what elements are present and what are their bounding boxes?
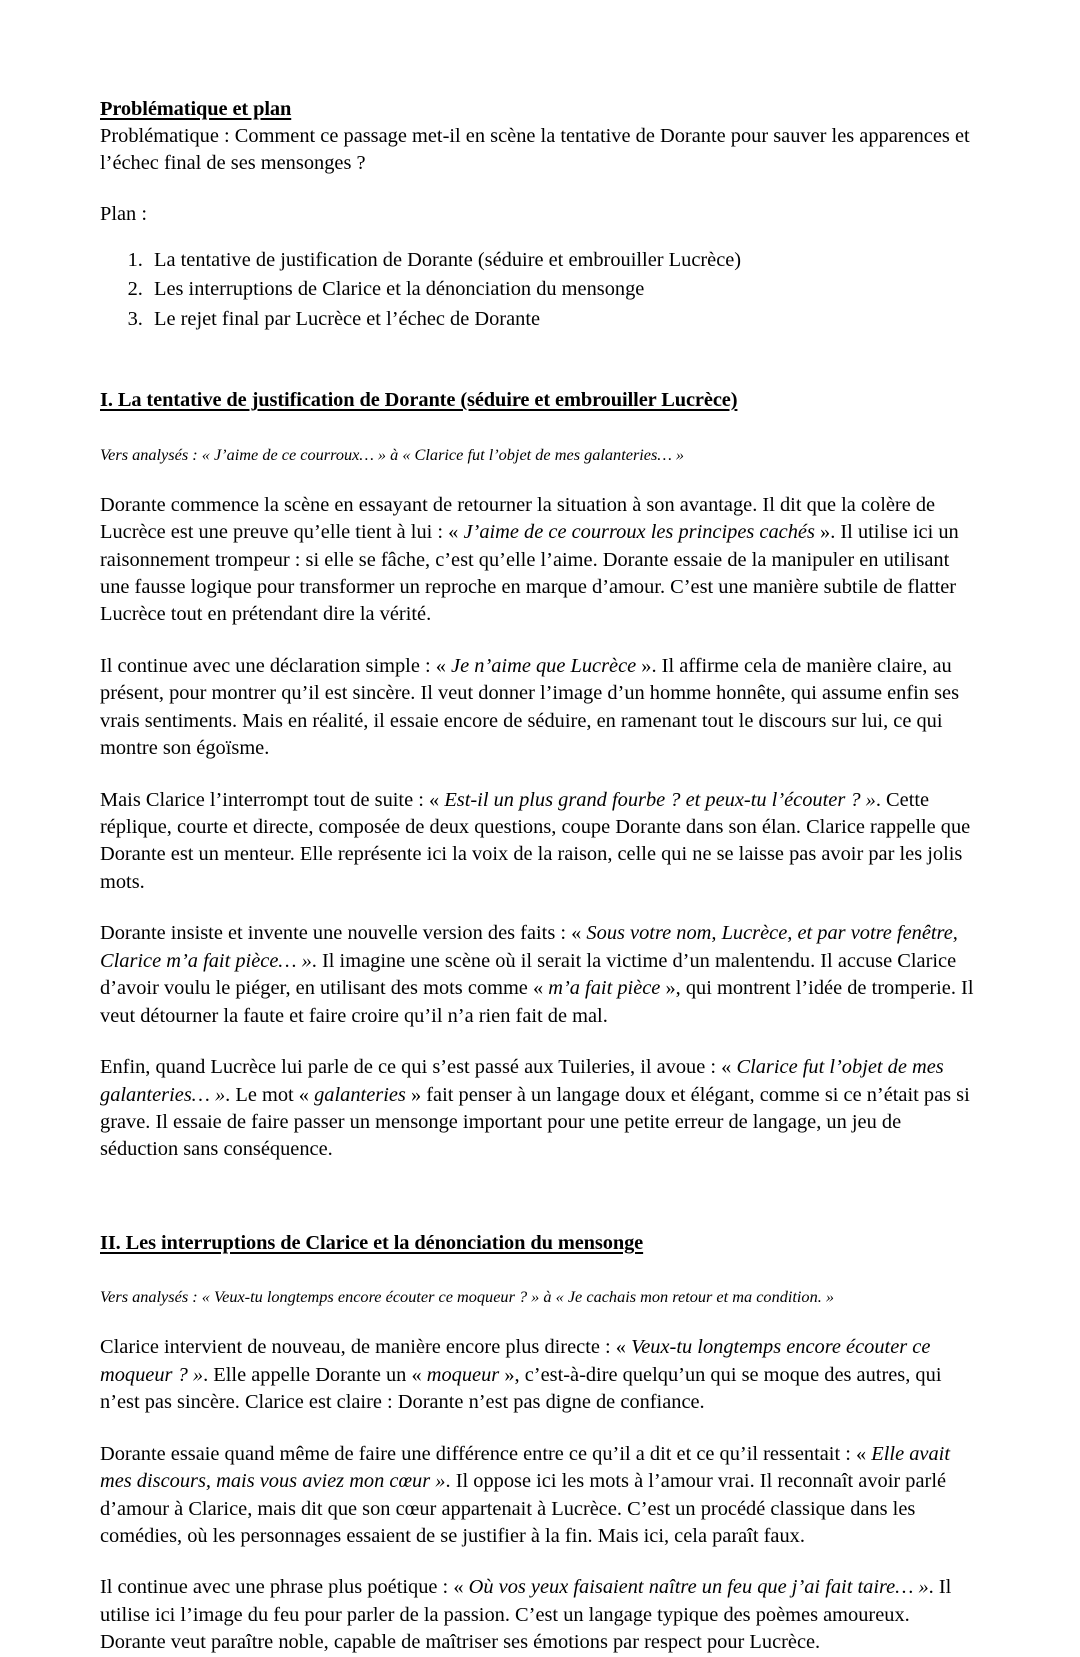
plan-list (100, 247, 977, 333)
quoted-verse: Est-il un plus grand fourbe ? et peux-tu l’écouter ? » (444, 788, 876, 811)
paragraph (100, 653, 977, 763)
quoted-verse: Je n’aime que Lucrèce (451, 654, 637, 677)
section-two-heading: II. Les interruptions de Clarice et la dénonciation du mensonge (100, 1231, 644, 1254)
quoted-verse: galanteries (314, 1083, 406, 1106)
section-one-vers-analyses: Vers analysés : « J’aime de ce courroux… » à « Clarice fut l’objet de mes galanteries… » (100, 444, 685, 464)
quoted-verse: J’aime de ce courroux les principes cachés (463, 521, 815, 544)
paragraph-text: . Il imagine une scène où il serait la victime d’un malentendu. Il accuse Clarice d’avoir voulu le piéger, en utilisant des mots comme « (100, 949, 957, 1000)
spacer (100, 1188, 977, 1230)
spacer (100, 414, 977, 444)
paragraph-text: Il continue avec une déclaration simple : « (100, 654, 452, 677)
paragraph (100, 1574, 977, 1656)
paragraph-text: » fait penser à un langage doux et élégant, comme si ce n’était pas si grave. Il essaie de faire passer un mensonge important pour une petite erreur de langage, un jeu de séduction sans conséquence. (100, 1083, 970, 1161)
paragraph-text: . Elle appelle Dorante un « (203, 1363, 427, 1386)
quoted-verse: Clarice fut l’objet de mes galanteries… » (100, 1056, 944, 1106)
quoted-verse: m’a fait pièce (548, 977, 661, 1000)
quoted-verse: Sous votre nom, Lucrèce, et par votre fenêtre, Clarice m’a fait pièce… » (100, 922, 958, 972)
paragraph-text: ». Il affirme cela de manière claire, au présent, pour montrer qu’il est sincère. Il veut donner l’image d’un homme honnête, qui assume enfin ses vrais sentiments. Mais en réalité, il essaie encore de séduire, en ramenant tout le discours sur lui, ce qui montre son égoïsme. (100, 654, 960, 760)
paragraph (100, 492, 977, 629)
quoted-verse: Veux-tu longtemps encore écouter ce moqueur ? » (100, 1336, 931, 1386)
paragraph (100, 787, 977, 897)
paragraph-text: ». Il utilise ici un raisonnement trompeur : si elle se fâche, c’est qu’elle l’aime. Dorante essaie de la manipuler en utilisant une fausse logique pour transformer un reproche en marque d’amour. C’est une manière subtile de flatter Lucrèce tout en prétendant dire la vérité. (100, 521, 959, 626)
paragraph-text: Dorante essaie quand même de faire une différence entre ce qu’il a dit et ce qu’il ressentait : « (100, 1442, 872, 1465)
paragraph-text: », qui montrent l’idée de tromperie. Il veut détourner la faute et faire croire qu’il n’a rien fait de mal. (100, 977, 974, 1027)
paragraph-text: Clarice intervient de nouveau, de manière encore plus directe : « (100, 1336, 632, 1359)
quoted-verse: Elle avait mes discours, mais vous aviez mon cœur » (100, 1442, 951, 1493)
paragraph (100, 1054, 977, 1164)
paragraph-text: . Il utilise ici l’image du feu pour parler de la passion. C’est un langage typique des poèmes amoureux. Dorante veut paraître noble, capable de maîtriser ses émotions par respect pour Lucrèce. (100, 1576, 952, 1654)
paragraph-text: . Le mot « (225, 1083, 315, 1106)
plan-label: Plan : (100, 203, 148, 226)
problematique-label: Problématique : (100, 124, 235, 147)
problematique-paragraph (100, 123, 977, 178)
paragraph-text: . Il oppose ici les mots à l’amour vrai. Il reconnaît avoir parlé d’amour à Clarice, mais dit que son cœur appartenait à Lucrèce. C’est un procédé classique dans les comédies, où les personnages essaient de se justifier à la fin. Mais ici, cela paraît faux. (100, 1470, 947, 1547)
paragraph (100, 920, 977, 1030)
paragraph-text: Il continue avec une phrase plus poétique : « (100, 1576, 469, 1599)
list-item: 1. La tentative de justification de Dorante (séduire et embrouiller Lucrèce) (148, 247, 977, 274)
paragraph-text: Enfin, quand Lucrèce lui parle de ce qui s’est passé aux Tuileries, il avoue : « (100, 1056, 737, 1079)
paragraph (100, 1334, 977, 1416)
paragraph-text: Dorante insiste et invente une nouvelle version des faits : « (100, 922, 587, 945)
problematique-text: Comment ce passage met-il en scène la tentative de Dorante pour sauver les apparences et l’échec final de ses mensonges ? (100, 124, 970, 174)
paragraph (100, 1441, 977, 1551)
list-item: 3. Le rejet final par Lucrèce et l’échec de Dorante (148, 306, 977, 333)
document-body (100, 96, 977, 1657)
page-title: Problématique et plan (100, 98, 292, 120)
list-item: 2. Les interruptions de Clarice et la dénonciation du mensonge (148, 276, 977, 303)
paragraph-text: Mais Clarice l’interrompt tout de suite : « (100, 788, 445, 811)
spacer (100, 1256, 977, 1286)
quoted-verse: Où vos yeux faisaient naître un feu que j’ai fait taire… » (468, 1576, 929, 1599)
spacer (100, 335, 977, 387)
paragraph-text: Dorante commence la scène en essayant de retourner la situation à son avantage. Il dit que la colère de Lucrèce est une preuve qu’elle tient à lui : « (100, 493, 936, 544)
paragraph-text: », c’est-à-dire quelqu’un qui se moque des autres, qui n’est pas sincère. Clarice est claire : Dorante n’est pas digne de confiance. (100, 1363, 942, 1414)
quoted-verse: moqueur (426, 1363, 500, 1386)
section-one-heading: I. La tentative de justification de Dorante (séduire et embrouiller Lucrèce) (100, 389, 738, 412)
section-two-vers-analyses: Vers analysés : « Veux-tu longtemps encore écouter ce moqueur ? » à « Je cachais mon retour et ma condition. » (100, 1287, 834, 1307)
paragraph-text: . Cette réplique, courte et directe, composée de deux questions, coupe Dorante dans son élan. Clarice rappelle que Dorante est un menteur. Elle représente ici la voix de la raison, celle qui ne se laisse pas avoir par les jolis mots. (100, 788, 971, 893)
